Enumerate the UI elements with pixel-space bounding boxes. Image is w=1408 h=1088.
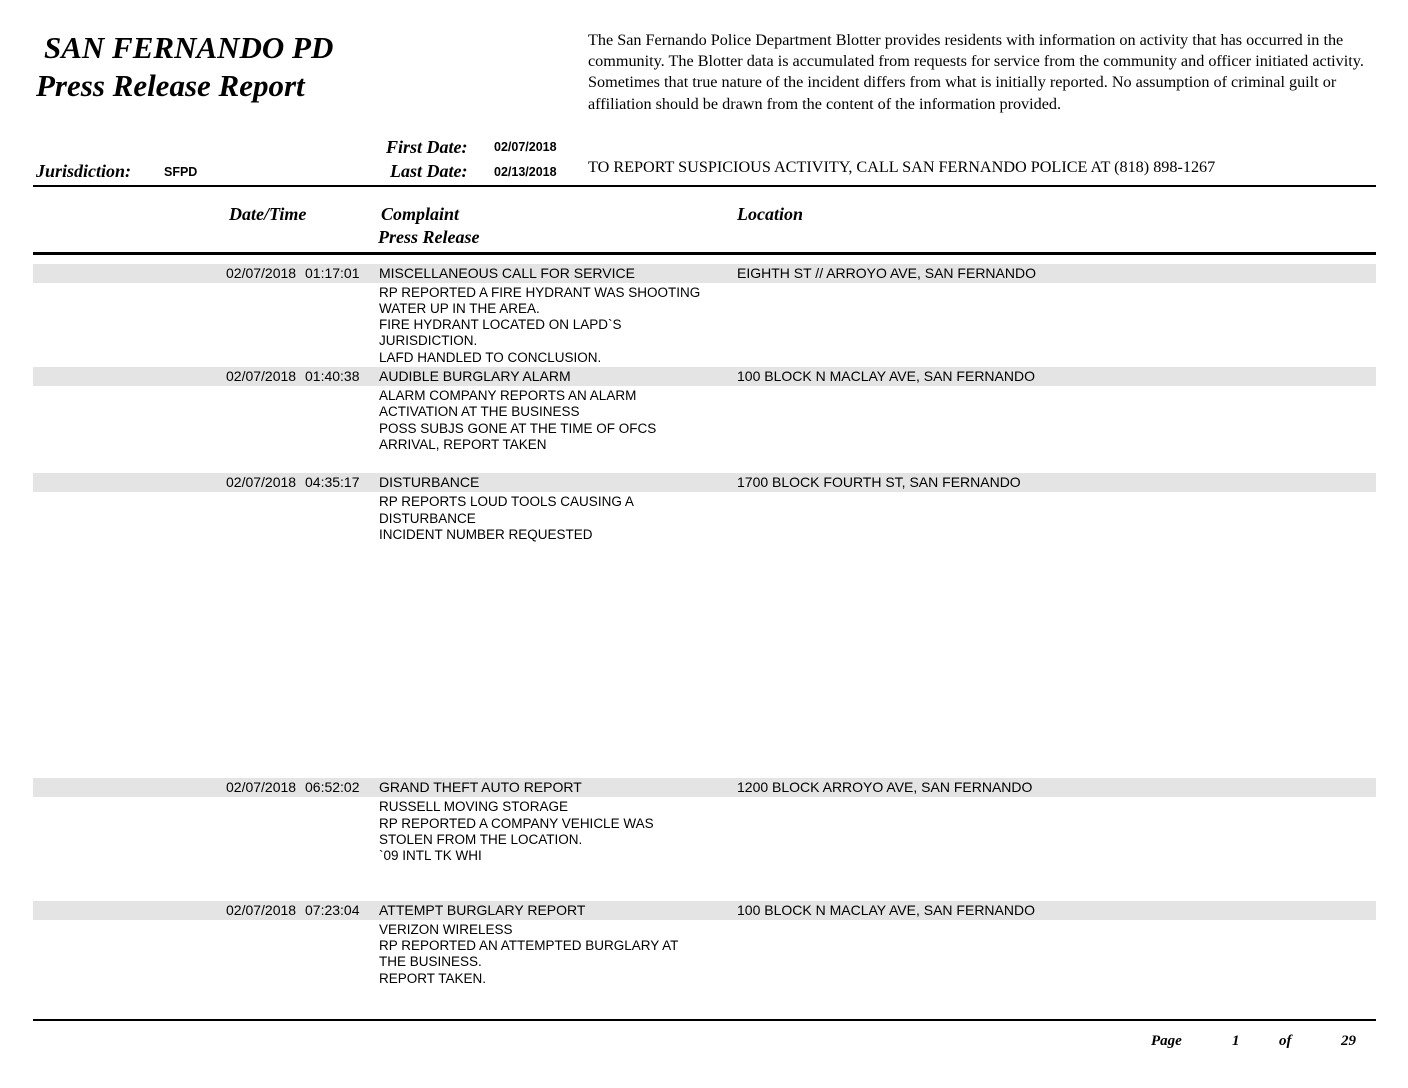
record-time: 01:40:38 (305, 368, 360, 384)
record-note-line: RP REPORTED A COMPANY VEHICLE WAS (379, 816, 654, 831)
blotter-disclaimer: The San Fernando Police Department Blotter provides residents with information on activity that has occurred in the community. The Blotter data is accumulated from requests for service from the community and officer initiated activity. Sometimes that true nature of the incident differs from what is initially reported. No assumption of criminal guilt or affiliation should be drawn from the content of the information provided. (588, 31, 1364, 113)
total-pages: 29 (1341, 1033, 1356, 1049)
record-complaint: AUDIBLE BURGLARY ALARM (379, 368, 571, 384)
record-date: 02/07/2018 (226, 779, 297, 795)
agency-name: SAN FERNANDO PD (44, 30, 334, 65)
record-note-line: `09 INTL TK WHI (379, 848, 482, 863)
record-date: 02/07/2018 (226, 368, 297, 384)
jurisdiction-value: SFPD (164, 165, 198, 179)
record-note-line: POSS SUBJS GONE AT THE TIME OF OFCS (379, 421, 657, 436)
record-date: 02/07/2018 (226, 902, 297, 918)
record-note-line: FIRE HYDRANT LOCATED ON LAPD`S (379, 317, 622, 332)
footer-divider (33, 1019, 1376, 1021)
record-note-line: STOLEN FROM THE LOCATION. (379, 832, 583, 847)
of-label: of (1279, 1033, 1292, 1049)
first-date-label: First Date: (386, 137, 468, 157)
record-time: 06:52:02 (305, 779, 360, 795)
record-note-line: ACTIVATION AT THE BUSINESS (379, 404, 580, 419)
suspicious-activity-hotline: TO REPORT SUSPICIOUS ACTIVITY, CALL SAN FERNANDO POLICE AT (818) 898-1267 (588, 158, 1216, 176)
record-note-line: REPORT TAKEN. (379, 971, 487, 986)
record-note-line: RP REPORTED A FIRE HYDRANT WAS SHOOTING (379, 285, 701, 300)
column-header-location: Location (737, 204, 803, 224)
record-location: 1200 BLOCK ARROYO AVE, SAN FERNANDO (737, 779, 1033, 795)
record-note-line: RP REPORTED AN ATTEMPTED BURGLARY AT (379, 938, 679, 953)
first-date-value: 02/07/2018 (494, 140, 557, 154)
record-note-line: WATER UP IN THE AREA. (379, 301, 540, 316)
record-note-line: DISTURBANCE (379, 511, 476, 526)
record-note-line: RUSSELL MOVING STORAGE (379, 799, 569, 814)
column-header-press-release: Press Release (378, 227, 480, 247)
record-note-line: ALARM COMPANY REPORTS AN ALARM (379, 388, 637, 403)
columns-divider (33, 252, 1376, 255)
column-header-datetime: Date/Time (229, 204, 307, 224)
record-date: 02/07/2018 (226, 474, 297, 490)
record-date: 02/07/2018 (226, 265, 297, 281)
record-time: 07:23:04 (305, 902, 360, 918)
header-divider (33, 185, 1376, 187)
record-time: 01:17:01 (305, 265, 360, 281)
jurisdiction-label: Jurisdiction: (36, 161, 132, 181)
page-number: 1 (1232, 1033, 1240, 1049)
last-date-value: 02/13/2018 (494, 165, 557, 179)
record-time: 04:35:17 (305, 474, 360, 490)
record-location: 100 BLOCK N MACLAY AVE, SAN FERNANDO (737, 902, 1035, 918)
record-complaint: DISTURBANCE (379, 474, 480, 490)
record-complaint: MISCELLANEOUS CALL FOR SERVICE (379, 265, 635, 281)
record-note-line: THE BUSINESS. (379, 954, 482, 969)
report-title: Press Release Report (36, 68, 305, 103)
page-label: Page (1151, 1033, 1182, 1049)
column-header-complaint: Complaint (381, 204, 460, 224)
record-location: 1700 BLOCK FOURTH ST, SAN FERNANDO (737, 474, 1021, 490)
record-note-line: INCIDENT NUMBER REQUESTED (379, 527, 593, 542)
record-location: EIGHTH ST // ARROYO AVE, SAN FERNANDO (737, 265, 1036, 281)
record-note-line: JURISDICTION. (379, 333, 478, 348)
record-note-line: VERIZON WIRELESS (379, 922, 513, 937)
record-complaint: ATTEMPT BURGLARY REPORT (379, 902, 586, 918)
last-date-label: Last Date: (390, 161, 468, 181)
record-complaint: GRAND THEFT AUTO REPORT (379, 779, 582, 795)
record-location: 100 BLOCK N MACLAY AVE, SAN FERNANDO (737, 368, 1035, 384)
record-note-line: ARRIVAL, REPORT TAKEN (379, 437, 547, 452)
record-note-line: LAFD HANDLED TO CONCLUSION. (379, 350, 602, 365)
record-note-line: RP REPORTS LOUD TOOLS CAUSING A (379, 494, 634, 509)
